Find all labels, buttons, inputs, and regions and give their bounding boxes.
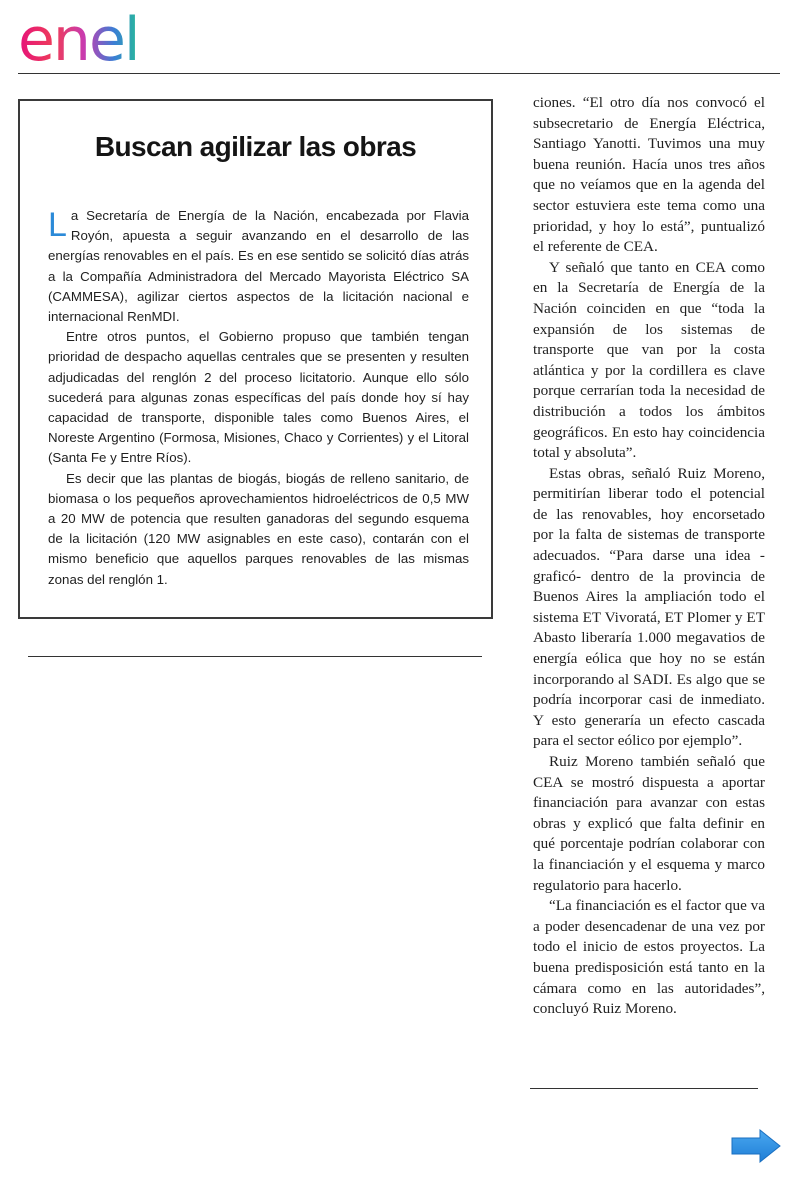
svg-text:enel: enel (18, 5, 139, 68)
box-paragraph: Es decir que las plantas de biogás, biogás de relleno sanitario, de biomasa o los pequeños aprovechamientos hidroeléctricos de 0,5 MW a 20 MW de potencia que resulten ganadoras del segundo esquema de la licitación (120 MW asignables en este caso), contarán con el mismo beneficio que aquellos parques renovables de las mismas zonas del renglón 1. (48, 470, 469, 587)
right-divider (530, 1088, 758, 1089)
drop-cap: L (48, 206, 67, 244)
article-paragraph: “La financiación es el factor que va a poder desencadenar de una vez por todo el inicio de estos proyectos. La buena predisposición está tanto en la cámara como en las autoridades”, concluyó Ruiz Moreno. (533, 897, 765, 1018)
header-divider (18, 73, 780, 74)
sidebar-box (18, 99, 493, 619)
next-page-arrow-icon[interactable] (730, 1128, 782, 1164)
article-paragraph: Estas obras, señaló Ruiz Moreno, permitirían liberar todo el potencial de las renovables, hoy encorsetado por la falta de sistemas de transporte adecuados. “Para darse una idea -graficó- dentro de la provincia de Buenos Aires la ampliación todo el sistema ET Vivoratá, ET Plomer y ET Abasto liberaría 1.000 megavatios de energía eólica que hoy no se están incorporando al SADI. Es algo que se podría incorporar casi de inmediato. Y esto generaría un efecto cascada para el sector eólico por ejemplo”. (533, 464, 765, 750)
article-paragraph: Ruiz Moreno también señaló que CEA se mostró dispuesta a aportar financiación para avanzar con estas obras y explicó que falta definir en qué porcentaje podrían colaborar con la financiación y el esquema y marco regulatorio para hacerlo. (533, 753, 765, 894)
box-paragraph: Entre otros puntos, el Gobierno propuso que también tengan prioridad de despacho aquellas centrales que se presenten y resulten adjudicadas del renglón 2 del proceso licitatorio. Aunque ello sólo sucederá para algunas zonas específicas del país donde hoy sí hay capacidad de transporte, disponible tales como Buenos Aires, el Noreste Argentino (Formosa, Misiones, Chaco y Corrientes) y el Litoral (Santa Fe y Entre Ríos). (48, 329, 469, 466)
article-paragraph: Y señaló que tanto en CEA como en la Secretaría de Energía de la Nación coinciden en que “toda la expansión de los sistemas de transporte que van por la costa atlántica y por la cordillera es clave porque cerrarían toda la necesidad de distribución a todos los ámbitos geográficos. En esto hay coincidencia total y absoluta”. (533, 258, 765, 462)
article-paragraph: ciones. “El otro día nos convocó el subsecretario de Energía Eléctrica, Santiago Yanotti. Tuvimos una muy buena reunión. Hacía unos tres años que no veíamos que en la agenda del sector estuviera este tema como una prioridad, y hoy lo está”, puntualizó el referente de CEA. (533, 94, 765, 256)
left-divider (28, 656, 482, 657)
enel-logo (18, 4, 180, 68)
box-title: Buscan agilizar las obras (94, 131, 417, 162)
box-paragraph: La Secretaría de Energía de la Nación, encabezada por Flavia Royón, apuesta a seguir avanzando en el desarrollo de las energías renovables en el país. Es en ese sentido se solicitó días atrás a la Compañía Administradora del Mercado Mayorista Eléctrico SA (CAMMESA), agilizar ciertos aspectos de la licitación nacional e internacional RenMDI. (48, 206, 469, 325)
box-body (48, 206, 469, 590)
article-column (533, 93, 765, 1020)
